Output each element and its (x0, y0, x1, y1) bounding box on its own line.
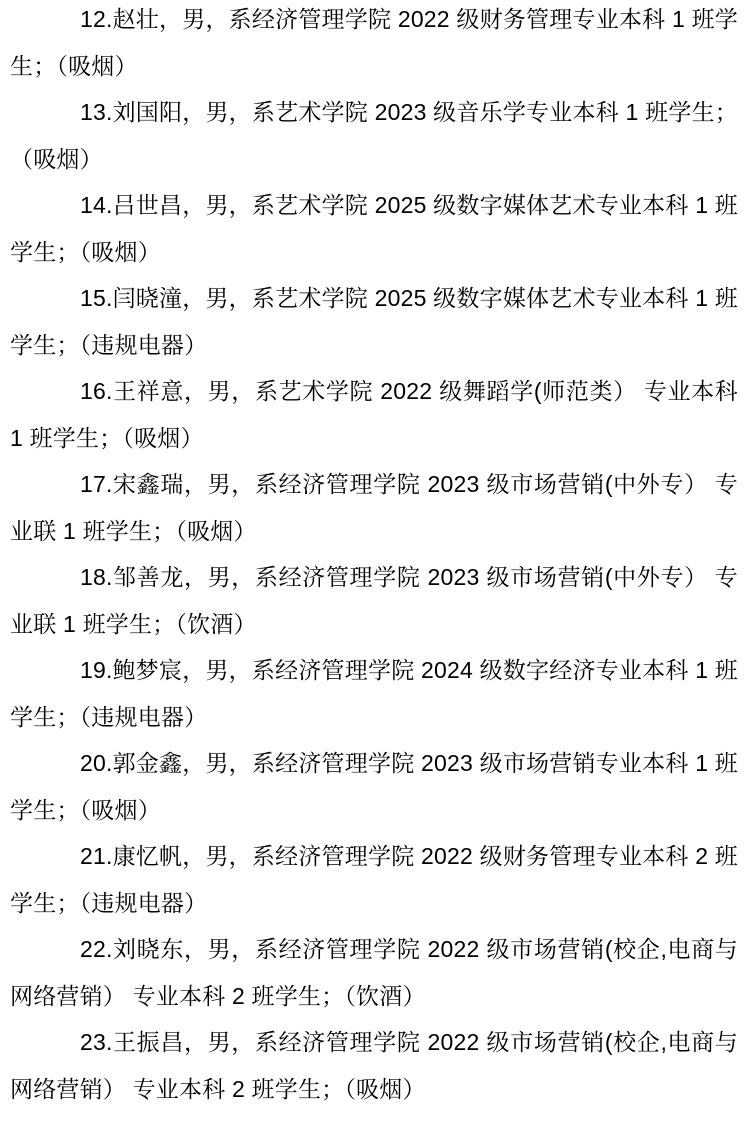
violation-entry: 13.刘国阳，男，系艺术学院 2023 级音乐学专业本科 1 班学生；（吸烟） (10, 99, 738, 172)
violation-entry: 21.康忆帆，男，系经济管理学院 2022 级财务管理专业本科 2 班学生；（违规电器） (10, 843, 738, 916)
violation-entry: 14.吕世昌，男，系艺术学院 2025 级数字媒体艺术专业本科 1 班学生；（吸烟） (10, 192, 738, 265)
violation-entry: 17.宋鑫瑞，男，系经济管理学院 2023 级市场营销(中外专） 专业联 1 班学生；（吸烟） (10, 471, 738, 544)
violation-entry: 19.鲍梦宸，男，系经济管理学院 2024 级数字经济专业本科 1 班学生；（违规电器） (10, 657, 738, 730)
violation-entry: 22.刘晓东，男，系经济管理学院 2022 级市场营销(校企,电商与网络营销） 专业本科 2 班学生；（饮酒） (10, 936, 738, 1009)
violation-entry: 15.闫晓潼，男，系艺术学院 2025 级数字媒体艺术专业本科 1 班学生；（违规电器） (10, 285, 738, 358)
violation-entry: 16.王祥意，男，系艺术学院 2022 级舞蹈学(师范类） 专业本科 1 班学生；（吸烟） (10, 378, 738, 451)
violation-entry: 12.赵壮，男，系经济管理学院 2022 级财务管理专业本科 1 班学生；（吸烟） (10, 6, 738, 79)
violation-entry: 20.郭金鑫，男，系经济管理学院 2023 级市场营销专业本科 1 班学生；（吸烟） (10, 750, 738, 823)
violation-entry: 23.王振昌，男，系经济管理学院 2022 级市场营销(校企,电商与网络营销） 专业本科 2 班学生；（吸烟） (10, 1029, 738, 1102)
violation-entry: 18.邹善龙，男，系经济管理学院 2023 级市场营销(中外专） 专业联 1 班学生；（饮酒） (10, 564, 738, 637)
